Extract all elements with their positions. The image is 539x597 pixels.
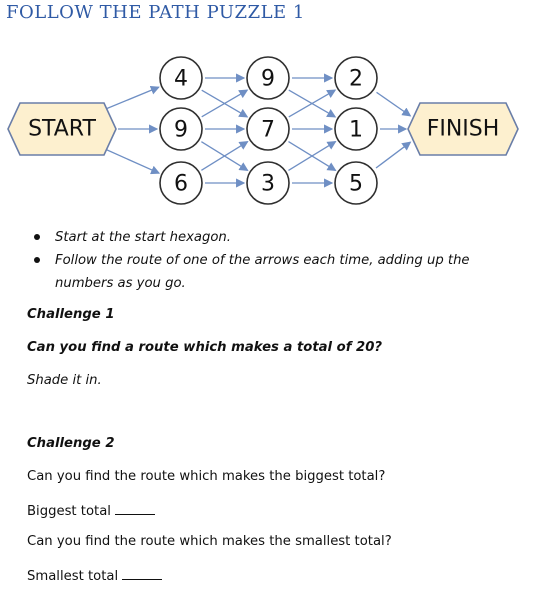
number-node[interactable] — [247, 108, 289, 150]
bullet-icon — [34, 257, 40, 263]
number-node-value: 9 — [261, 66, 275, 92]
number-node-value: 7 — [261, 117, 275, 143]
number-node[interactable] — [160, 57, 202, 99]
number-node-value: 2 — [349, 66, 363, 92]
path-puzzle-diagram — [0, 48, 539, 213]
instruction-text: Start at the start hexagon. — [55, 230, 231, 245]
list-item — [34, 226, 480, 249]
number-node-value: 5 — [349, 171, 363, 197]
page-title: FOLLOW THE PATH PUZZLE 1 — [6, 2, 305, 23]
number-node[interactable] — [247, 162, 289, 204]
instruction-text: Follow the route of one of the arrows each time, adding up the numbers as you go. — [55, 253, 470, 291]
challenge2-heading: Challenge 2 — [27, 436, 115, 451]
number-node-value: 1 — [349, 117, 363, 143]
number-node-value: 6 — [174, 171, 188, 197]
finish-hexagon — [408, 103, 518, 155]
smallest-total-answer-blank[interactable] — [122, 567, 162, 580]
number-node[interactable] — [335, 108, 377, 150]
number-node[interactable] — [160, 108, 202, 150]
challenge2-question-smallest: Can you find the route which makes the smallest total? — [27, 534, 392, 549]
number-node[interactable] — [247, 57, 289, 99]
smallest-total-label: Smallest total — [27, 569, 119, 584]
finish-hexagon-label: FINISH — [426, 116, 500, 142]
number-node-value: 9 — [174, 117, 188, 143]
challenge1-instruction: Shade it in. — [27, 373, 102, 388]
number-node[interactable] — [335, 57, 377, 99]
biggest-total-answer-blank[interactable] — [115, 502, 155, 515]
finish-arrow — [377, 92, 411, 116]
instructions-list — [34, 226, 480, 295]
biggest-total-row — [27, 502, 155, 519]
list-item — [34, 249, 480, 295]
biggest-total-label: Biggest total — [27, 504, 111, 519]
number-node[interactable] — [335, 162, 377, 204]
bullet-icon — [34, 234, 40, 240]
challenge2-question-biggest: Can you find the route which makes the biggest total? — [27, 469, 386, 484]
finish-arrow — [376, 142, 410, 168]
smallest-total-row — [27, 567, 162, 584]
start-hexagon — [8, 103, 116, 155]
challenge1-question: Can you find a route which makes a total of 20? — [27, 340, 383, 355]
challenge1-heading: Challenge 1 — [27, 307, 115, 322]
start-hexagon-label: START — [28, 116, 96, 142]
number-node-value: 4 — [174, 66, 188, 92]
number-node[interactable] — [160, 162, 202, 204]
number-node-value: 3 — [261, 171, 275, 197]
